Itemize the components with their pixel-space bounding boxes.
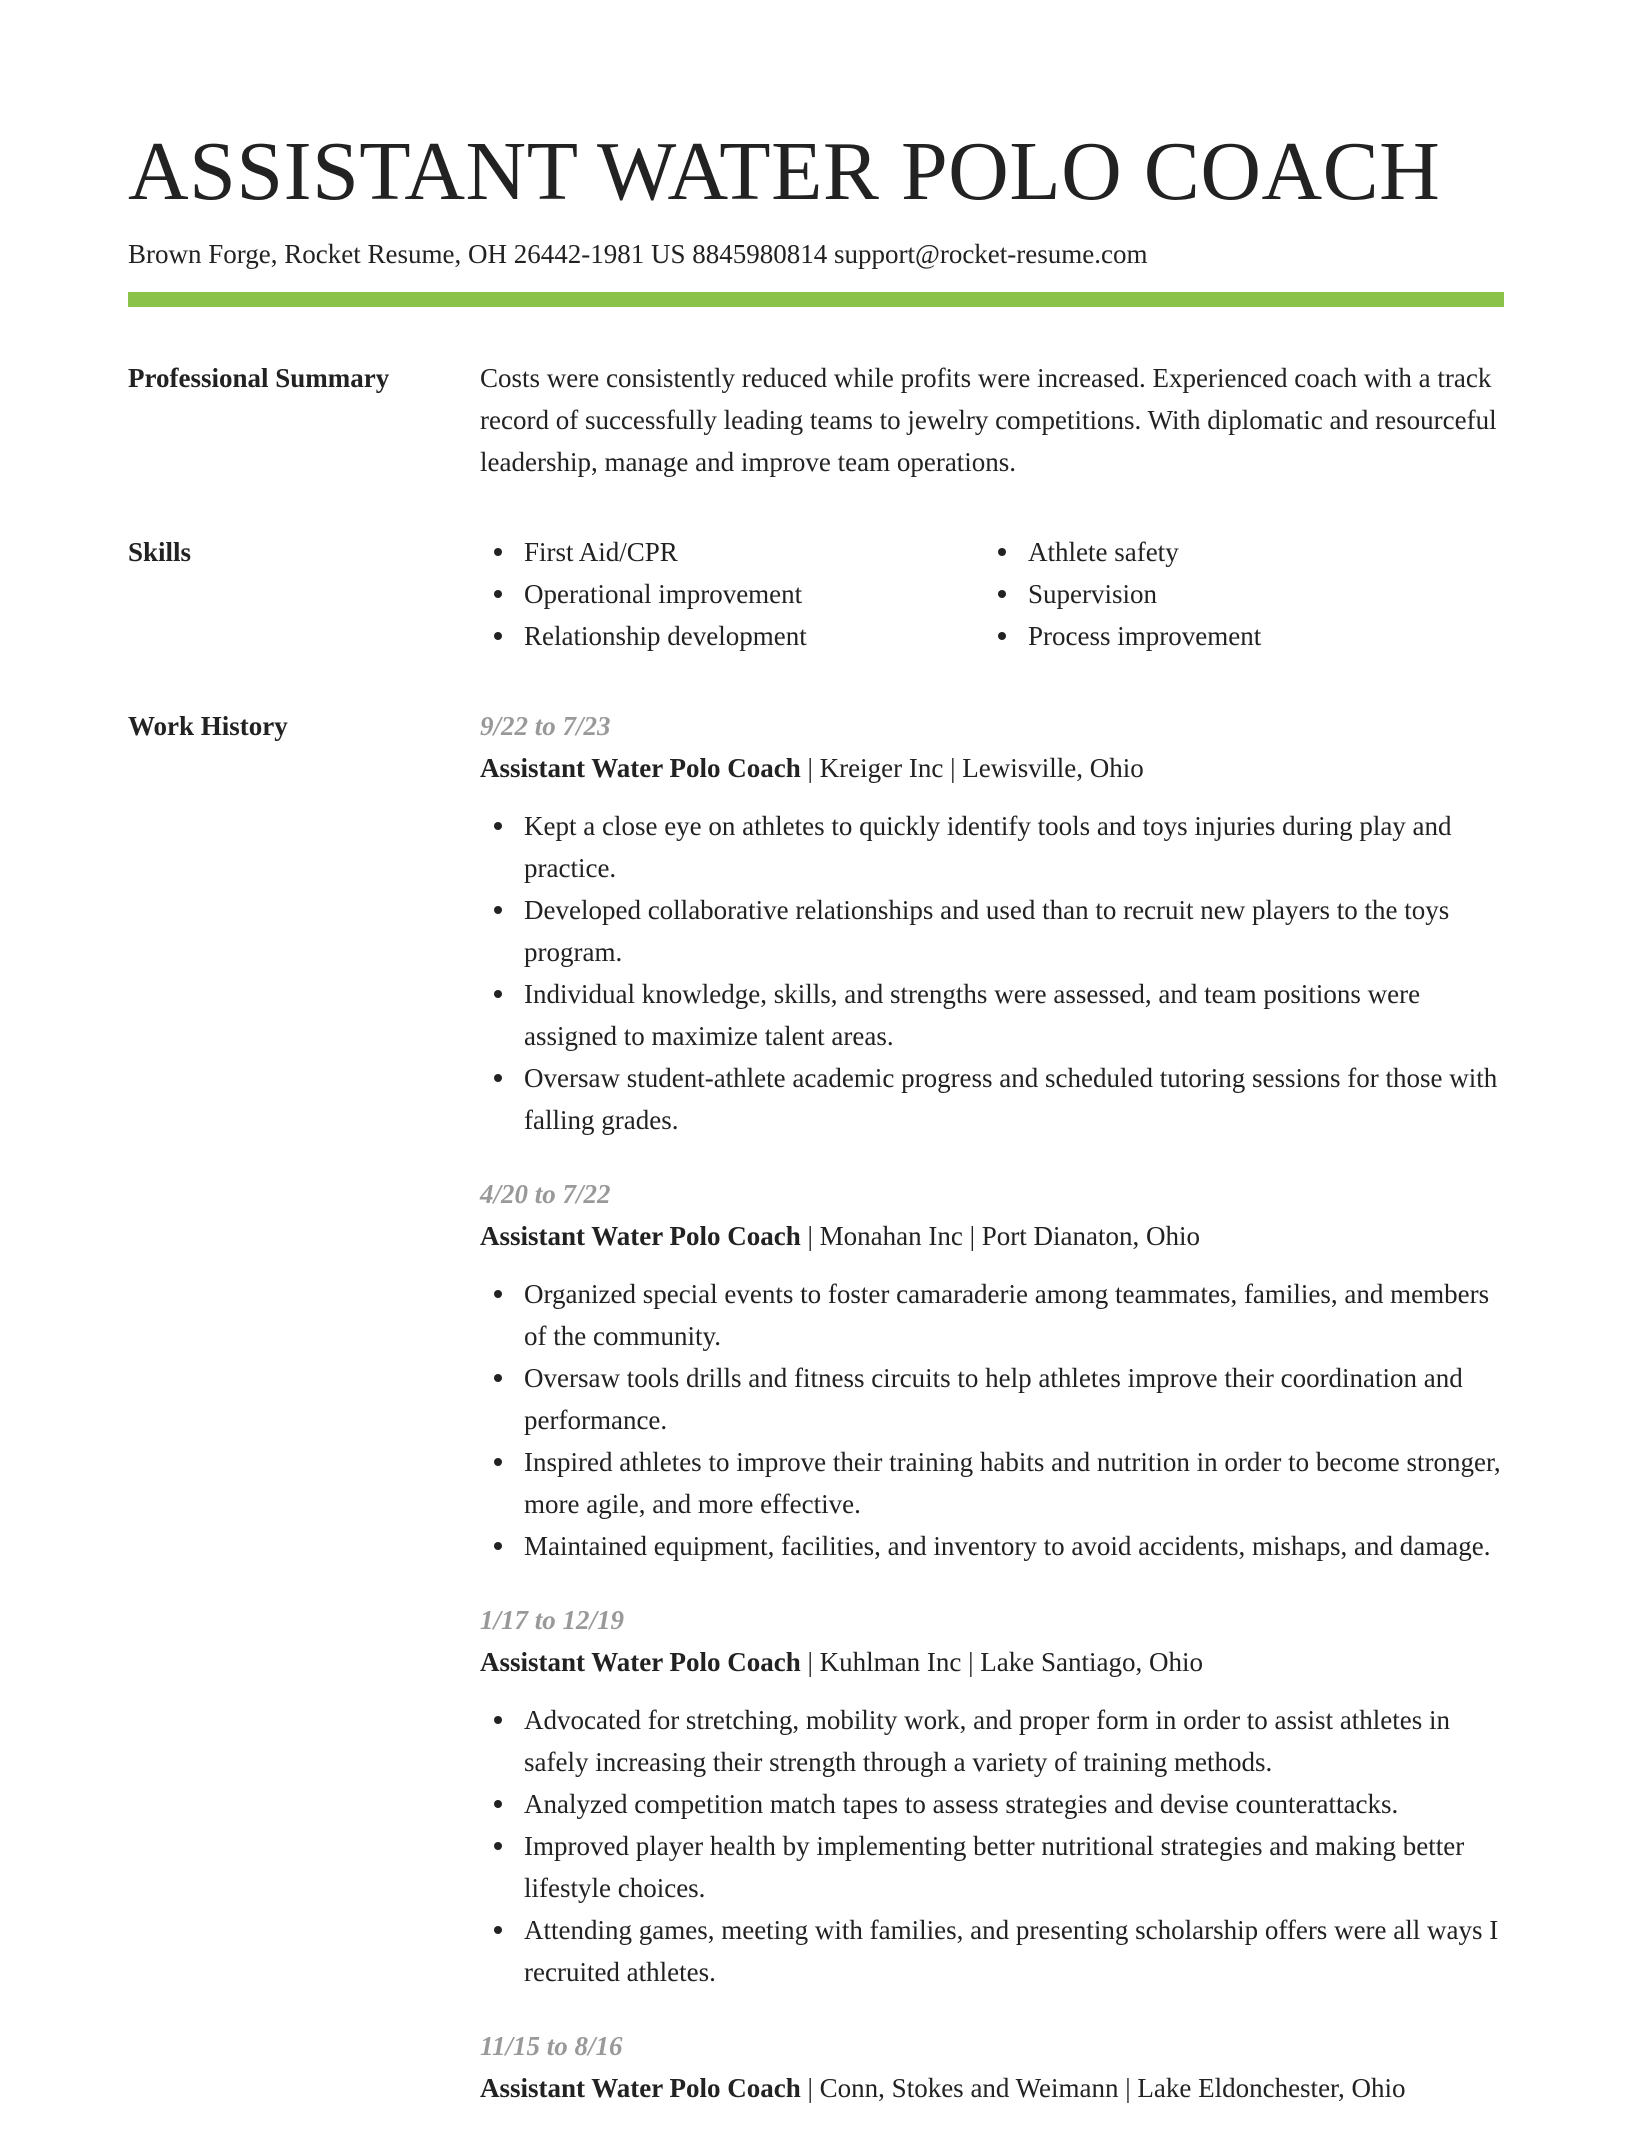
job-title: Assistant Water Polo Coach	[480, 753, 801, 783]
job-bullets	[480, 1273, 1504, 1567]
job-dates: 11/15 to 8/16	[480, 2031, 623, 2061]
job-title: Assistant Water Polo Coach	[480, 1647, 801, 1677]
section-heading: Professional Summary	[128, 363, 390, 393]
skill-item: Process improvement	[984, 615, 1488, 657]
summary-section	[128, 357, 1504, 483]
job-entry	[480, 1599, 1504, 1993]
job-bullet: Oversaw tools drills and fitness circuits to help athletes improve their coordination and performance.	[480, 1357, 1504, 1441]
job-heading	[480, 2067, 1504, 2109]
job-bullet: Advocated for stretching, mobility work, and proper form in order to assist athletes in safely increasing their strength through a variety of training methods.	[480, 1699, 1504, 1783]
skill-item: Supervision	[984, 573, 1488, 615]
job-heading	[480, 747, 1504, 789]
job-bullet: Maintained equipment, facilities, and inventory to avoid accidents, mishaps, and damage.	[480, 1525, 1504, 1567]
job-dates: 4/20 to 7/22	[480, 1179, 611, 1209]
job-bullet: Developed collaborative relationships and used than to recruit new players to the toys program.	[480, 889, 1504, 973]
job-heading	[480, 1641, 1504, 1683]
job-meta: | Monahan Inc | Port Dianaton, Ohio	[800, 1221, 1201, 1251]
job-bullets	[480, 1699, 1504, 1993]
job-title: Assistant Water Polo Coach	[480, 1221, 801, 1251]
job-entry	[480, 2025, 1504, 2109]
section-heading: Skills	[128, 537, 192, 567]
skills-list	[480, 531, 1504, 657]
work-history-section	[128, 705, 1504, 2141]
job-entry	[480, 1173, 1504, 1567]
job-heading	[480, 1215, 1504, 1257]
job-entry	[480, 705, 1504, 1141]
resume-name: ASSISTANT WATER POLO COACH	[128, 125, 1441, 218]
job-bullets	[480, 805, 1504, 1141]
job-dates: 9/22 to 7/23	[480, 711, 611, 741]
job-bullet: Improved player health by implementing better nutritional strategies and making better lifestyle choices.	[480, 1825, 1504, 1909]
skill-item: First Aid/CPR	[480, 531, 984, 573]
job-meta: | Kreiger Inc | Lewisville, Ohio	[800, 753, 1144, 783]
job-meta: | Conn, Stokes and Weimann | Lake Eldonchester, Ohio	[800, 2073, 1406, 2103]
job-dates: 1/17 to 12/19	[480, 1605, 625, 1635]
job-bullet: Oversaw student-athlete academic progress and scheduled tutoring sessions for those with falling grades.	[480, 1057, 1504, 1141]
job-meta: | Kuhlman Inc | Lake Santiago, Ohio	[800, 1647, 1203, 1677]
job-bullet: Analyzed competition match tapes to assess strategies and devise counterattacks.	[480, 1783, 1504, 1825]
job-title: Assistant Water Polo Coach	[480, 2073, 801, 2103]
skill-item: Athlete safety	[984, 531, 1488, 573]
job-bullet: Inspired athletes to improve their training habits and nutrition in order to become stronger, more agile, and more effective.	[480, 1441, 1504, 1525]
job-bullet: Attending games, meeting with families, and presenting scholarship offers were all ways I recruited athletes.	[480, 1909, 1504, 1993]
job-bullet: Individual knowledge, skills, and strengths were assessed, and team positions were assigned to maximize talent areas.	[480, 973, 1504, 1057]
summary-text: Costs were consistently reduced while profits were increased. Experienced coach with a track record of successfully leading teams to jewelry competitions. With diplomatic and resourceful leadership, manage and improve team operations.	[480, 363, 1497, 477]
header-divider	[128, 292, 1504, 307]
skill-item: Operational improvement	[480, 573, 984, 615]
skills-section	[128, 531, 1504, 657]
job-bullet: Organized special events to foster camaraderie among teammates, families, and members of the community.	[480, 1273, 1504, 1357]
contact-line: Brown Forge, Rocket Resume, OH 26442-1981 US 8845980814 support@rocket-resume.com	[128, 239, 1148, 269]
resume-page	[128, 0, 1504, 2141]
section-heading: Work History	[128, 711, 288, 741]
skill-item: Relationship development	[480, 615, 984, 657]
job-bullet: Kept a close eye on athletes to quickly identify tools and toys injuries during play and practice.	[480, 805, 1504, 889]
